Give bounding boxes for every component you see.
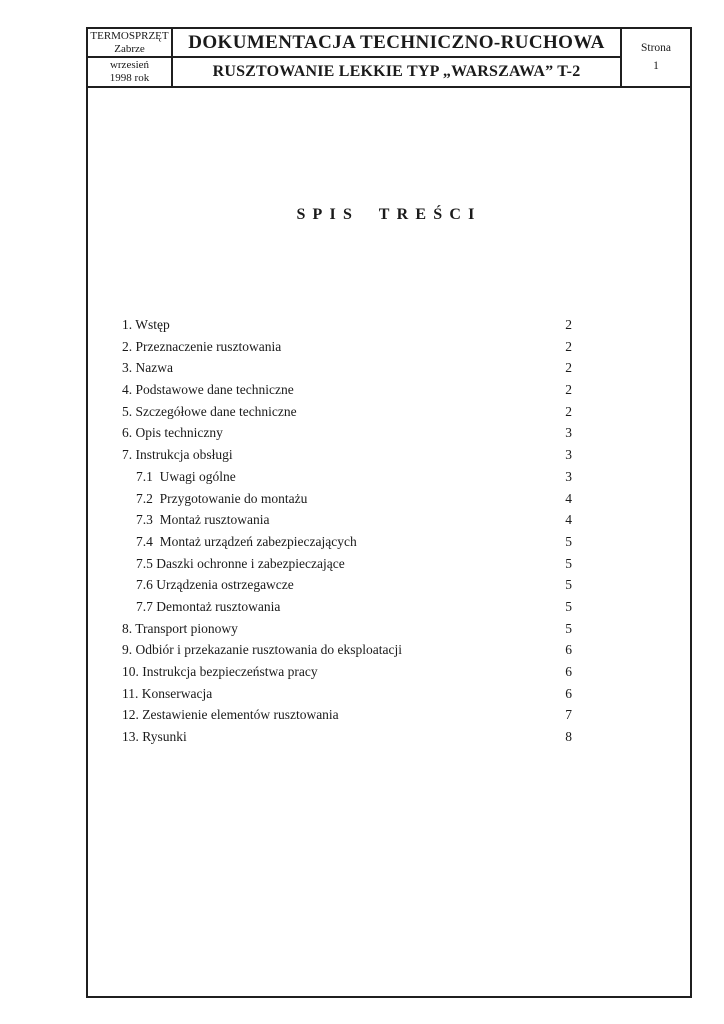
toc-page: 8 [565,729,572,745]
doc-title: DOKUMENTACJA TECHNICZNO-RUCHOWA [188,31,605,53]
toc-page: 7 [565,707,572,723]
doc-subtitle-cell [173,58,622,86]
toc-label: 2. Przeznaczenie rusztowania [122,338,282,354]
toc-page: 5 [565,577,572,593]
company-city: Zabrze [114,42,145,55]
date-cell [88,58,173,86]
toc-label: 8. Transport pionowy [122,620,238,636]
doc-subtitle: RUSZTOWANIE LEKKIE TYP „WARSZAWA” T-2 [212,62,581,80]
toc-label: 7.5 Daszki ochronne i zabezpieczające [136,555,345,571]
toc-item [122,404,572,426]
date-year: 1998 rok [109,72,150,84]
toc-label: 6. Opis techniczny [122,425,223,441]
toc-page: 6 [565,685,572,701]
toc-page: 3 [565,447,572,463]
toc-page: 4 [565,512,572,528]
toc-page: 5 [565,555,572,571]
toc-label: 11. Konserwacja [122,685,213,701]
toc-item [122,707,572,729]
sheet-frame [86,27,692,998]
toc-page: 2 [565,338,572,354]
date-month: wrzesień [109,59,150,72]
toc-item [122,339,572,361]
toc-label: 10. Instrukcja bezpieczeństwa pracy [122,664,318,679]
toc-item [122,664,572,686]
toc-page: 5 [565,598,572,614]
toc-item [122,491,572,513]
toc-item [122,621,572,643]
page-label: Strona [640,42,672,55]
page-number: 1 [653,59,659,72]
toc-label: 7.1 Uwagi ogólne [136,468,236,484]
toc-item [122,577,572,599]
doc-title-cell [173,29,622,58]
toc-item [122,447,572,469]
toc-page: 4 [565,490,572,506]
toc-label: 12. Zestawienie elementów rusztowania [122,707,339,723]
toc-item [122,686,572,708]
toc-label: 7.4 Montaż urządzeń zabezpieczających [136,533,357,549]
toc-page: 3 [565,425,572,441]
toc-page: 2 [565,317,572,332]
toc-page: 5 [565,620,572,636]
toc-label: 7.7 Demontaż rusztowania [136,598,281,614]
toc-page: 2 [565,403,572,419]
toc-item [122,382,572,404]
toc-title: SPIS TREŚCI [296,206,482,223]
toc-item [122,512,572,534]
toc-page: 2 [565,360,572,376]
toc-label: 1. Wstęp [122,317,170,332]
header-table [88,29,690,88]
toc-item [122,729,572,751]
toc-page: 5 [565,533,572,549]
toc-item [122,425,572,447]
toc-list [122,317,572,751]
company-cell [88,29,173,58]
toc-label: 9. Odbiór i przekazanie rusztowania do eksploatacji [122,642,403,658]
toc-label: 7. Instrukcja obsługi [122,447,233,463]
toc-label: 7.2 Przygotowanie do montażu [136,490,308,506]
toc-item [122,469,572,491]
toc-label: 7.3 Montaż rusztowania [136,512,270,528]
toc-page: 6 [565,642,572,658]
toc-item [122,642,572,664]
company-name: TERMOSPRZĘT [90,29,169,42]
toc-item [122,360,572,382]
toc-label: 13. Rysunki [122,729,187,745]
toc-page: 3 [565,468,572,484]
toc-item [122,556,572,578]
toc-page: 2 [565,382,572,398]
toc-label: 4. Podstawowe dane techniczne [122,382,294,398]
toc-label: 7.6 Urządzenia ostrzegawcze [136,577,294,593]
toc-page: 6 [565,664,572,679]
toc-label: 5. Szczegółowe dane techniczne [122,403,297,419]
toc-item [122,534,572,556]
toc-item [122,317,572,339]
toc-item [122,599,572,621]
page-number-cell [622,29,690,86]
toc-label: 3. Nazwa [122,360,173,376]
